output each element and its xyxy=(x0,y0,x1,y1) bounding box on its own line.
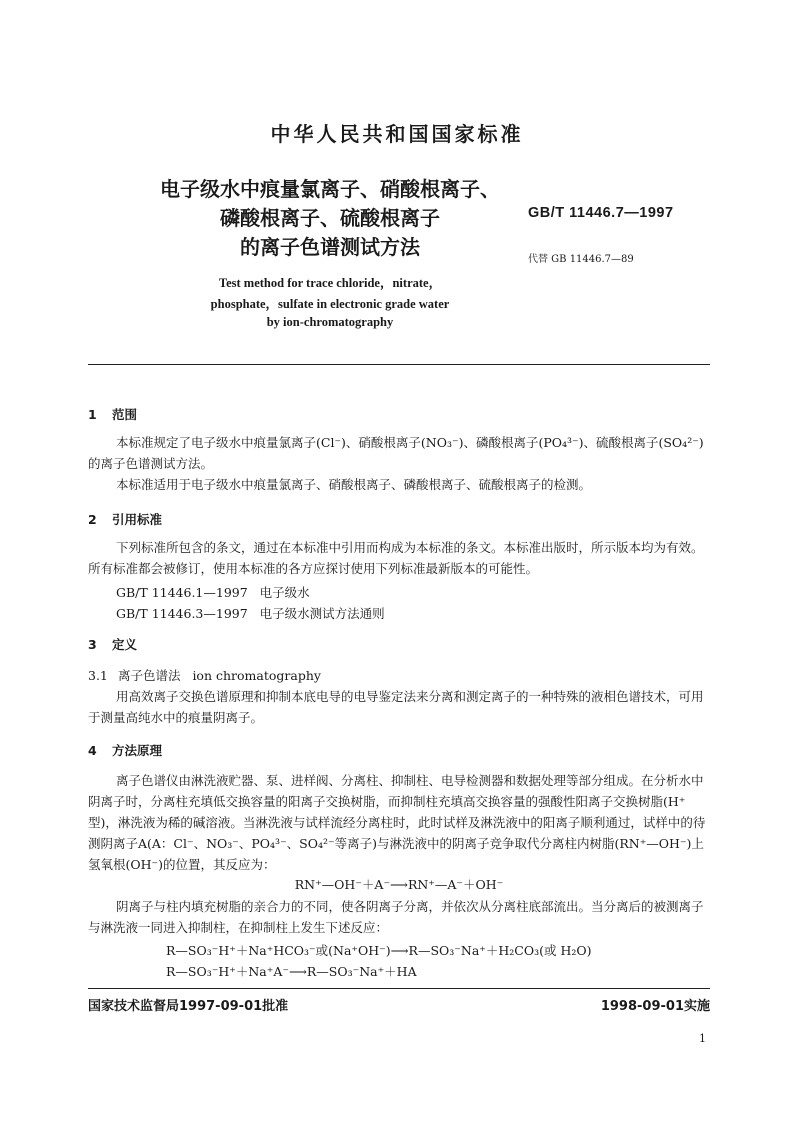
term-zh: 离子色谱法 xyxy=(118,668,181,683)
title-zh-line-2: 磷酸根离子、硫酸根离子 xyxy=(220,206,440,230)
reference-code: GB/T 11446.1—1997 xyxy=(116,585,248,600)
section-number: 4 xyxy=(88,743,97,758)
section-title: 引用标准 xyxy=(112,512,163,527)
section-title: 范围 xyxy=(112,407,138,422)
title-en-line-1: Test method for trace chloride，nitrate， xyxy=(218,276,442,290)
page-number: 1 xyxy=(699,1032,706,1045)
section-number: 2 xyxy=(88,512,97,527)
section-title: 定义 xyxy=(112,637,138,652)
section-1-paragraph-1: 本标准规定了电子级水中痕量氯离子(Cl⁻)、硝酸根离子(NO₃⁻)、磷酸根离子(PO₄³⁻)、硫酸根离子(SO₄²⁻)的离子色谱测试方法。 xyxy=(88,435,704,471)
approval-date: 国家技术监督局1997-09-01批准 xyxy=(88,999,289,1014)
section-number: 3 xyxy=(88,637,97,652)
reference-2 xyxy=(116,604,385,622)
reference-1 xyxy=(116,583,310,601)
section-3-paragraph-1: 用高效离子交换色谱原理和抑制本底电导的电导鉴定法来分离和测定离子的一种特殊的液相色谱技术，可用于测量高纯水中的痕量阴离子。 xyxy=(88,689,704,725)
section-4-paragraph-1: 离子色谱仪由淋洗液贮器、泵、进样阀、分离柱、抑制柱、电导检测器和数据处理等部分组成。在分析水中阴离子时，分离柱充填低交换容量的阳离子交换树脂，而抑制柱充填高交换容量的强酸性阳离子交换树脂(H⁺型)，淋洗液为稀的碱溶液。当淋洗液与试样流经分离柱时，此时试样及淋洗液中的阳离子顺利通过，试样中的待测阴离子A(A：Cl⁻、NO₃⁻、PO₄³⁻、SO₄²⁻等离子)与淋洗液中的阴离子竞争取代分离柱内树脂(RN⁺—OH⁻)上氢氧根(OH⁻)的位置，其反应为： xyxy=(88,773,706,872)
replaces-standard: 代替 GB 11446.7—89 xyxy=(528,254,634,265)
section-2-heading xyxy=(88,510,162,528)
footer-rule xyxy=(88,988,710,989)
section-2-paragraph-1: 下列标准所包含的条文，通过在本标准中引用而构成为本标准的条文。本标准出版时，所示版本均为有效。所有标准都会被修订，使用本标准的各方应探讨使用下列标准最新版本的可能性。 xyxy=(88,540,704,576)
section-4-heading xyxy=(88,741,162,759)
section-number: 1 xyxy=(88,407,97,422)
section-4-paragraph-2: 阴离子与柱内填充树脂的亲合力的不同，使各阴离子分离，并依次从分离柱底部流出。当分离后的被测离子与淋洗液一同进入抑制柱，在抑制柱上发生下述反应： xyxy=(88,899,704,935)
reference-title: 电子级水 xyxy=(259,585,310,600)
national-standard-heading: 中华人民共和国国家标准 xyxy=(270,122,524,146)
section-3-heading xyxy=(88,635,137,653)
term-en: ion chromatography xyxy=(192,668,321,683)
title-en-line-2: phosphate，sulfate in electronic grade water xyxy=(210,297,450,311)
subsection-number: 3.1 xyxy=(88,668,108,683)
implementation-date: 1998-09-01实施 xyxy=(600,999,710,1014)
title-zh-line-1: 电子级水中痕量氯离子、硝酸根离子、 xyxy=(160,177,500,201)
title-en-line-3: by ion-chromatography xyxy=(266,315,394,329)
reference-code: GB/T 11446.3—1997 xyxy=(116,606,248,621)
equation-2: R—SO₃⁻H⁺＋Na⁺HCO₃⁻或(Na⁺OH⁻)⟶R—SO₃⁻Na⁺＋H₂CO₃(或 H₂O) xyxy=(166,943,592,958)
section-1-heading xyxy=(88,405,137,423)
reference-title: 电子级水测试方法通则 xyxy=(259,606,385,621)
section-1-paragraph-2: 本标准适用于电子级水中痕量氯离子、硝酸根离子、磷酸根离子、硫酸根离子的检测。 xyxy=(116,477,592,492)
standard-number: GB/T 11446.7—1997 xyxy=(528,205,674,221)
header-rule xyxy=(88,364,710,365)
equation-1: RN⁺—OH⁻＋A⁻⟶RN⁺—A⁻＋OH⁻ xyxy=(294,877,504,892)
title-zh-line-3: 的离子色谱测试方法 xyxy=(240,235,420,259)
equation-3: R—SO₃⁻H⁺＋Na⁺A⁻⟶R—SO₃⁻Na⁺＋HA xyxy=(166,964,417,979)
section-title: 方法原理 xyxy=(112,743,163,758)
subsection-3-1-heading xyxy=(88,666,321,684)
